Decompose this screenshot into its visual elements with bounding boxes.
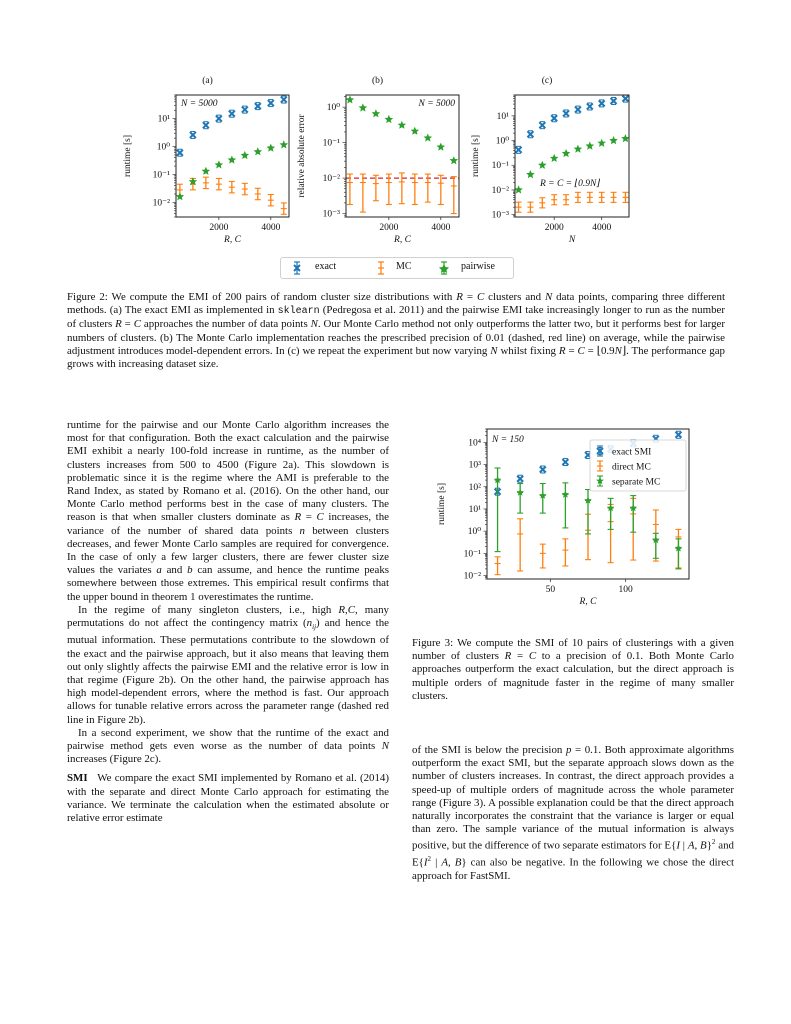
left-paragraph-3: In a second experiment, we show that the runtime of the exact and pairwise method gets even worse as the number of data points N increases (Figure 2c). <box>67 726 389 766</box>
svg-text:100: 100 <box>618 585 633 595</box>
svg-text:50: 50 <box>545 585 556 595</box>
svg-text:(a): (a) <box>202 76 213 86</box>
legend-exact-marker-icon <box>294 262 300 274</box>
svg-text:10⁰: 10⁰ <box>467 527 481 538</box>
figure-2-caption: Figure 2: We compute the EMI of 200 pairs of random cluster size distributions with R = C clusters and N data points, comparing three different methods. (a) The exact EMI as implemented in sklearn (Pedregosa et al. 2011) and the pairwise EMI take increasingly longer to run as the number of clusters R = C approaches the number of data points N. Our Monte Carlo method not only outperforms the latter two, but it performs best for larger numbers of clusters. (b) The Monte Carlo implementation reaches the prescribed precision of 0.01 (dashed, red line) on average, while the pairwise adjustment introduces model-dependent errors. In (c) we repeat the experiment but now varying N whilst fixing R = C = ⌊0.9N⌋. The performance gap grows with increasing dataset size. <box>67 291 725 371</box>
svg-text:exact SMI: exact SMI <box>612 447 652 458</box>
legend-mc-marker-icon <box>378 262 384 274</box>
series-exact <box>516 95 629 153</box>
svg-text:10⁻²: 10⁻² <box>152 198 170 209</box>
left-paragraph-2: In the regime of many singleton clusters, i.e., high R,C, many permutations do not affect the contingency matrix $(n_{ij})$ and hence the mutual information. These permutations contribute to the slowdown of the exact and the pairwise approach, but it also means that leaving them out only slightly affects the pairwise EMI and the relative error is low in that regime (Figure 2b). On the other hand, the pairwise approach has high model-dependent errors, where the method is fast. Our approach allows for tunable relative errors across the parameter range (dashed red line in Figure 2b). <box>67 603 389 726</box>
svg-text:(c): (c) <box>541 76 553 86</box>
svg-text:direct MC: direct MC <box>612 462 651 473</box>
svg-text:10⁰: 10⁰ <box>156 142 170 153</box>
figure-2-plots <box>0 0 791 290</box>
svg-text:10²: 10² <box>468 482 481 493</box>
svg-text:(b): (b) <box>371 76 384 86</box>
svg-text:10¹: 10¹ <box>468 504 481 515</box>
figure-2 <box>0 0 791 290</box>
svg-text:N = 5000: N = 5000 <box>418 99 455 109</box>
left-column <box>67 419 389 825</box>
svg-text:runtime [s]: runtime [s] <box>437 483 447 525</box>
figure-3-plot <box>400 400 740 620</box>
figure-3 <box>400 400 740 620</box>
svg-text:N = 150: N = 150 <box>492 435 524 445</box>
svg-text:relative absolute error: relative absolute error <box>297 114 307 198</box>
svg-text:10⁰: 10⁰ <box>326 103 340 114</box>
figure-2-legend <box>280 257 514 279</box>
svg-text:10⁻¹: 10⁻¹ <box>463 549 481 560</box>
svg-text:4000: 4000 <box>592 223 612 233</box>
svg-text:separate MC: separate MC <box>612 477 661 488</box>
svg-text:10⁻³: 10⁻³ <box>491 210 509 221</box>
svg-text:10⁻²: 10⁻² <box>322 174 340 185</box>
svg-text:10¹: 10¹ <box>157 114 170 125</box>
figure-3-legend <box>590 440 686 491</box>
legend-label-exact: exact <box>315 261 337 272</box>
svg-text:10⁰: 10⁰ <box>495 136 509 147</box>
svg-text:10⁻¹: 10⁻¹ <box>152 170 170 181</box>
svg-text:10⁻¹: 10⁻¹ <box>491 161 509 172</box>
svg-text:10⁻¹: 10⁻¹ <box>322 138 340 149</box>
svg-text:10⁻³: 10⁻³ <box>322 209 340 220</box>
svg-text:4000: 4000 <box>261 223 281 233</box>
svg-text:10¹: 10¹ <box>496 111 509 122</box>
left-paragraph-1: runtime for the pairwise and our Monte Carlo algorithm increases the most for that configuration. Both the exact calculation and the pairwise EMI exhibit a nearly 100-fold increase in runtime, as the number of clusters increases from 500 to 4500 (Figure 2a). This slowdown is problematic since it is the regime where the AMI is preferable to the Rand Index, as stated by Romano et al. (2016). On the other hand, our Monte Carlo method performs best in the case of many clusters. The reason is that when smaller clusters dominate as R = C increases, the variance of the number of shared data points n between clusters decreases, and fewer Monte Carlo samples are required for convergence. In the case of only a few larger clusters, there are fewer cluster size values the variates a and b can assume, and hence the runtime peaks somewhere between those extremes. This empirical result confirms that the upper bound in theorem 1 overestimates the runtime. <box>67 419 390 603</box>
svg-text:N = 5000: N = 5000 <box>181 99 218 109</box>
legend-label-pairwise: pairwise <box>461 261 495 272</box>
panel-c <box>471 75 630 245</box>
svg-text:R = C = ⌊0.9N⌋: R = C = ⌊0.9N⌋ <box>540 179 601 189</box>
legend-label-mc: MC <box>396 261 412 272</box>
figure-3-caption: Figure 3: We compute the SMI of 10 pairs of clusterings with a given number of clusters R = C to a precision of 0.1. Both Monte Carlo approaches outperform the exact calculation, but the direct approach is multiple orders of magnitude faster in the regime of many smaller clusters. <box>412 637 734 702</box>
svg-text:N: N <box>568 235 576 245</box>
legend-pairwise-marker-icon <box>439 262 449 274</box>
svg-text:R, C: R, C <box>224 235 241 245</box>
left-paragraph-smi <box>67 772 389 825</box>
smi-paragraph-text: We compare the exact SMI implemented by Romano et al. (2014) with the separate and direct Monte Carlo approach for estimating the variance. We terminate the calculation when the estimated absolute or relative error estimate <box>67 772 389 825</box>
section-heading-smi: SMI <box>67 772 88 785</box>
svg-text:10⁻²: 10⁻² <box>491 185 509 196</box>
svg-text:10⁻²: 10⁻² <box>463 571 481 582</box>
svg-text:runtime [s]: runtime [s] <box>471 135 481 177</box>
series-mc <box>347 173 457 214</box>
right-paragraph-1: of the SMI is below the precision p = 0.1. Both approximate algorithms outperform the exact SMI, but the separate approach slows down as the number of clusters increases. In contrast, the direct approach provides a speed-up of multiple orders of magnitude across the whole parameter range (Figure 3). A possible explanation could be that the direct approach naturally incorporates the constraint that the variance is larger or equal than zero. The sample variance of the mutual information is always positive, but the difference of two separate estimators for E{I | A, B}$^2$ and $E\{I^2$ | A, B} can also be negative. In the following we chose the direct approach for FastSMI. <box>412 744 734 883</box>
svg-text:runtime [s]: runtime [s] <box>123 135 133 177</box>
panel-a <box>123 75 289 245</box>
series-mc <box>516 192 629 212</box>
right-column <box>412 744 734 883</box>
svg-text:10³: 10³ <box>468 460 481 471</box>
panel-b <box>297 75 459 245</box>
svg-text:2000: 2000 <box>209 223 229 233</box>
svg-text:4000: 4000 <box>431 223 451 233</box>
svg-text:R, C: R, C <box>394 235 411 245</box>
svg-text:2000: 2000 <box>544 223 564 233</box>
svg-text:2000: 2000 <box>379 223 399 233</box>
svg-text:10⁴: 10⁴ <box>468 438 481 449</box>
svg-text:R, C: R, C <box>579 597 597 607</box>
